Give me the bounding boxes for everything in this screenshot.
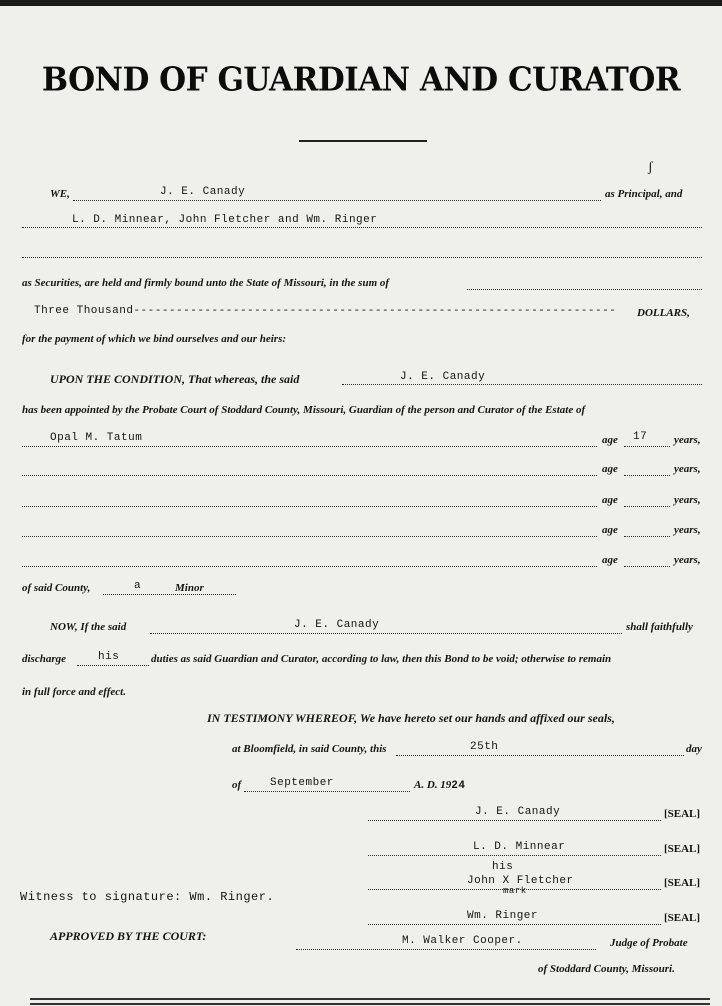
day-dots (396, 755, 684, 756)
month-value: September (270, 777, 334, 789)
ad-label (414, 779, 465, 792)
judge-label: Judge of Probate (610, 937, 688, 949)
sum-words-value: Three Thousand (34, 305, 134, 317)
securities-names: L. D. Minnear, John Fletcher and Wm. Ringer (72, 214, 378, 226)
ward-age-label: age (602, 494, 618, 506)
signature-dots (368, 820, 661, 821)
now-dots (150, 633, 622, 634)
as-principal-label: as Principal, and (605, 188, 683, 200)
ward-age-dots (624, 446, 670, 447)
sum-dashes: -------------------------------------------------------------------- (133, 305, 617, 317)
faithfully-label: shall faithfully (626, 621, 693, 633)
mark-his: his (492, 861, 514, 873)
ward-age-dots (624, 566, 670, 567)
ward-dots (22, 446, 597, 447)
condition-dots (342, 384, 702, 385)
county-label: of said County, (22, 582, 91, 594)
bound-text: as Securities, are held and firmly bound unto the State of Missouri, in the sum of (22, 277, 390, 289)
sum-dots (467, 289, 702, 290)
now-name: J. E. Canady (294, 619, 380, 631)
ward-age-label: age (602, 524, 618, 536)
document-title: BOND OF GUARDIAN AND CURATOR (41, 61, 681, 99)
ward-name: Opal M. Tatum (50, 432, 143, 444)
title-underline (299, 140, 427, 142)
appointed-text: has been appointed by the Probate Court of Stoddard County, Missouri, Guardian of the person and Curator of the Estate of (22, 404, 586, 416)
pen-mark-icon: ʃ (648, 160, 653, 175)
county-missouri: of Stoddard County, Missouri. (538, 963, 675, 975)
bottom-border (30, 998, 710, 1005)
discharge-dots (77, 665, 149, 666)
signature-name: Wm. Ringer (467, 910, 539, 922)
ward-age-label: age (602, 463, 618, 475)
sum-words (34, 305, 616, 317)
minor-a: a (134, 580, 142, 592)
condition-text: UPON THE CONDITION, That whereas, the said (50, 372, 300, 386)
securities-dots (22, 227, 702, 228)
approved-label: APPROVED BY THE COURT: (50, 929, 207, 943)
ward-age-label: age (602, 554, 618, 566)
judge-dots (296, 949, 596, 950)
signature-dots (368, 855, 661, 856)
ward-age: 17 (633, 431, 648, 443)
year-value: 24 (451, 780, 466, 792)
ward-years-label: years, (674, 524, 701, 536)
seal-label: [SEAL] (664, 808, 701, 820)
seal-label: [SEAL] (664, 877, 701, 889)
ward-age-dots (624, 536, 670, 537)
of-label: of (232, 779, 242, 791)
ward-age-dots (624, 475, 670, 476)
ward-years-label: years, (674, 494, 701, 506)
we-label: WE, (50, 188, 70, 200)
ad-prefix: A. D. 19 (414, 779, 452, 791)
payment-text: for the payment of which we bind ourselves and our heirs: (22, 333, 287, 345)
ward-dots (22, 566, 597, 567)
ward-years-label: years, (674, 434, 701, 446)
principal-dots (73, 200, 601, 201)
condition-name: J. E. Canady (400, 371, 486, 383)
bloomfield-text: at Bloomfield, in said County, this (232, 743, 387, 755)
ward-age-dots (624, 506, 670, 507)
ward-dots (22, 506, 597, 507)
now-text: NOW, If the said (50, 621, 127, 633)
discharge-his: his (98, 651, 120, 663)
signature-name: L. D. Minnear (473, 841, 566, 853)
minor-label: Minor (175, 582, 204, 594)
securities-dots-2 (22, 257, 702, 258)
minor-dots (103, 594, 236, 595)
ward-years-label: years, (674, 554, 701, 566)
principal-name: J. E. Canady (160, 186, 246, 198)
signature-name: John X Fletcher (467, 875, 574, 887)
seal-label: [SEAL] (664, 843, 701, 855)
month-dots (244, 791, 410, 792)
mark-mark: mark (503, 886, 527, 896)
day-value: 25th (470, 741, 499, 753)
top-border (0, 0, 722, 6)
witness-text: Witness to signature: Wm. Ringer. (20, 890, 275, 904)
ward-years-label: years, (674, 463, 701, 475)
dollars-label: DOLLARS, (637, 307, 690, 319)
judge-name: M. Walker Cooper. (402, 935, 523, 947)
signature-dots (368, 924, 661, 925)
ward-dots (22, 475, 597, 476)
testimony-text: IN TESTIMONY WHEREOF, We have hereto set our hands and affixed our seals, (207, 711, 615, 725)
ward-dots (22, 536, 597, 537)
seal-label: [SEAL] (664, 912, 701, 924)
discharge-rest: duties as said Guardian and Curator, according to law, then this Bond to be void; otherwise to remain (151, 653, 612, 665)
ward-age-label: age (602, 434, 618, 446)
signature-name: J. E. Canady (475, 806, 561, 818)
day-label: day (686, 743, 702, 755)
full-force: in full force and effect. (22, 686, 126, 698)
discharge-label: discharge (22, 653, 66, 665)
